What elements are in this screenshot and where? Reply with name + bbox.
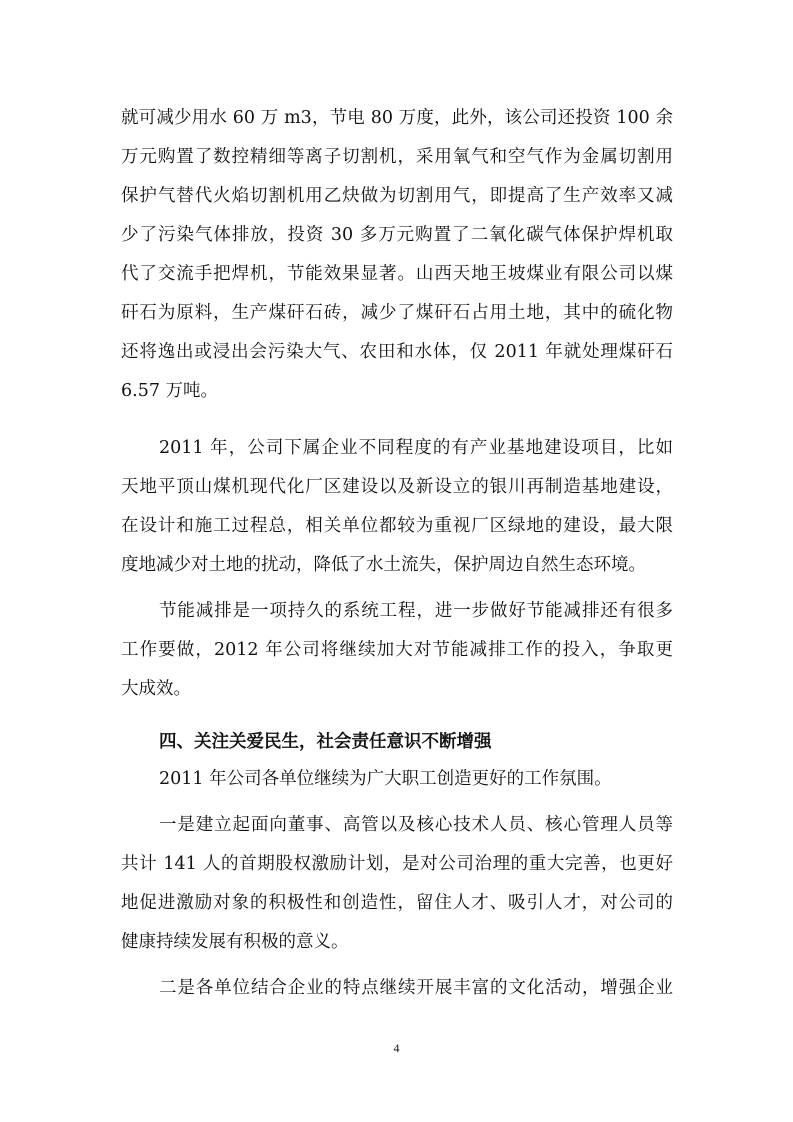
paragraph-3-line-3: 大成效。 (121, 679, 191, 699)
paragraph-1-line-4: 少了污染气体排放，投资 30 多万元购置了二氧化碳气体保护焊机取 (121, 225, 673, 245)
paragraph-5-line-4: 健康持续发展有积极的意义。 (121, 932, 349, 952)
paragraph-2-line-1: 2011 年，公司下属企业不同程度的有产业基地建设项目，比如 (159, 438, 673, 458)
paragraph-1-line-2: 万元购置了数控精细等离子切割机，采用氧气和空气作为金属切割用 (121, 147, 673, 167)
section-heading: 四、关注关爱民生，社会责任意识不断增强 (159, 732, 492, 752)
paragraph-6-line-1: 二是各单位结合企业的特点继续开展丰富的文化活动，增强企业 (159, 978, 673, 998)
paragraph-1-line-7: 还将逸出或浸出会污染大气、农田和水体，仅 2011 年就处理煤矸石 (121, 342, 673, 362)
paragraph-5-line-2: 共计 141 人的首期股权激励计划，是对公司治理的重大完善，也更好 (121, 854, 673, 874)
paragraph-1-line-5: 代了交流手把焊机，节能效果显著。山西天地王坡煤业有限公司以煤 (121, 264, 673, 284)
paragraph-2-line-3: 在设计和施工过程总，相关单位都较为重视厂区绿地的建设，最大限 (121, 516, 673, 536)
paragraph-2-line-4: 度地减少对土地的扰动，降低了水土流失，保护周边自然生态环境。 (121, 555, 646, 575)
paragraph-3-line-1: 节能减排是一项持久的系统工程，进一步做好节能减排还有很多 (159, 601, 673, 621)
paragraph-1-line-8: 6.57 万吨。 (121, 381, 219, 401)
page-number: 4 (393, 1041, 400, 1055)
paragraph-2-line-2: 天地平顶山煤机现代化厂区建设以及新设立的银川再制造基地建设， (121, 477, 673, 497)
paragraph-1-line-3: 保护气替代火焰切割机用乙炔做为切割用气，即提高了生产效率又减 (121, 186, 673, 206)
paragraph-5-line-1: 一是建立起面向董事、高管以及核心技术人员、核心管理人员等 (159, 815, 673, 835)
paragraph-3-line-2: 工作要做，2012 年公司将继续加大对节能减排工作的投入，争取更 (121, 640, 673, 660)
paragraph-5-line-3: 地促进激励对象的积极性和创造性，留住人才、吸引人才，对公司的 (121, 893, 673, 913)
paragraph-1-line-6: 矸石为原料，生产煤矸石砖，减少了煤矸石占用土地，其中的硫化物 (121, 303, 673, 323)
paragraph-1-line-1: 就可减少用水 60 万 m3，节电 80 万度，此外，该公司还投资 100 余 (121, 108, 673, 128)
paragraph-4-line-1: 2011 年公司各单位继续为广大职工创造更好的工作氛围。 (159, 769, 612, 789)
